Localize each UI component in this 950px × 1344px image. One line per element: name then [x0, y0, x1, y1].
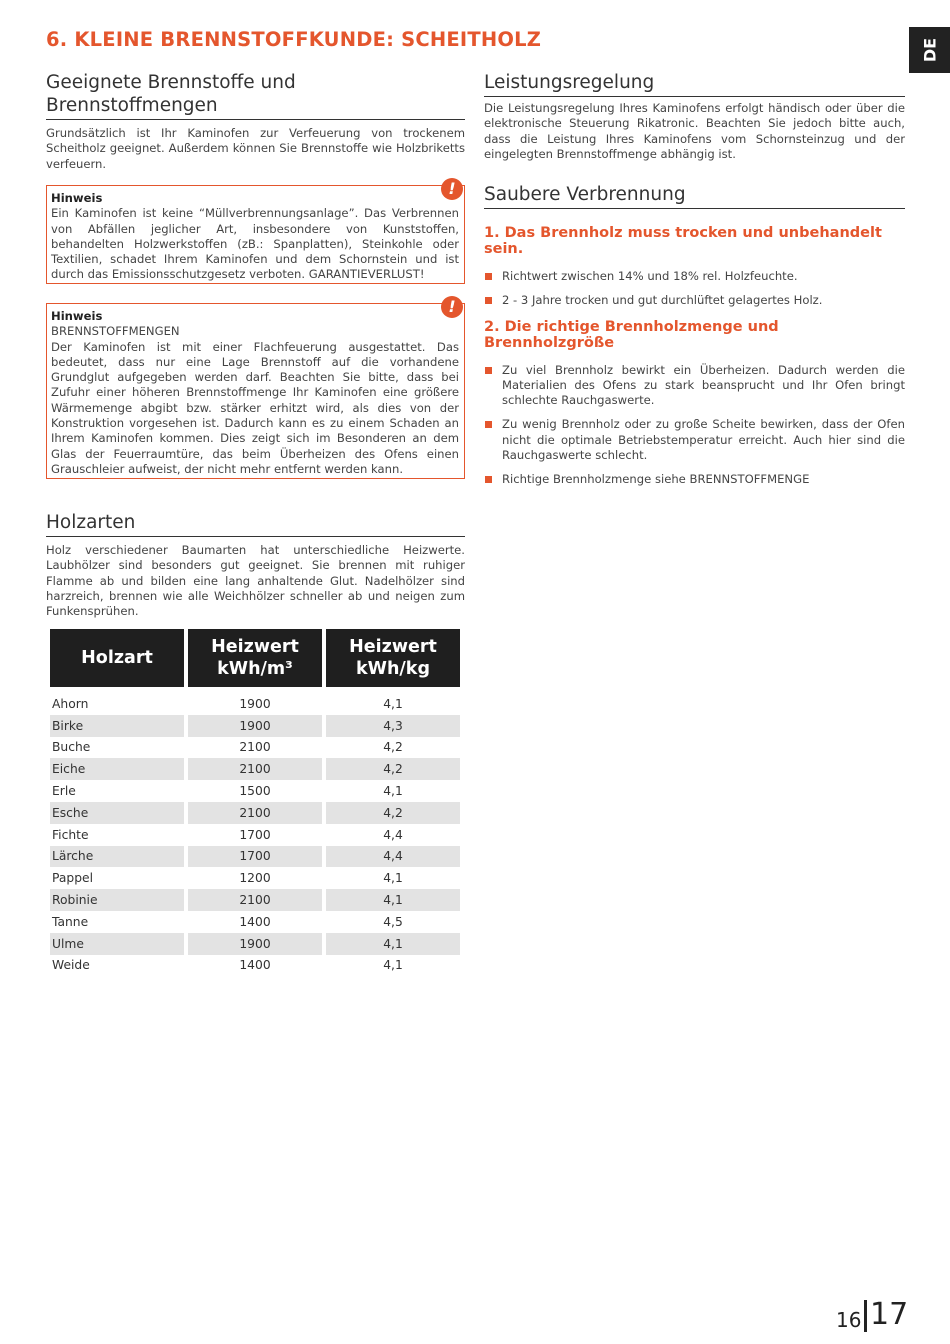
cell-holzart: Lärche — [50, 846, 184, 868]
leistung-section — [484, 71, 905, 162]
cell-heizwert-m3: 2100 — [188, 889, 322, 911]
col-header-heizwert-m3 — [188, 629, 322, 687]
cell-heizwert-m3: 1200 — [239, 871, 271, 886]
page-number-divider — [864, 1300, 867, 1332]
item2-bullets — [484, 363, 905, 488]
verbrennung-section — [484, 183, 905, 497]
header-line: kWh/kg — [356, 659, 430, 679]
cell-holzart: Tanne — [52, 914, 89, 929]
header-line: Heizwert — [211, 637, 299, 657]
fuel-heading-line1: Geeignete Brennstoffe und — [46, 72, 296, 93]
cell-heizwert-kg: 4,2 — [326, 802, 460, 824]
table-row — [50, 758, 460, 780]
wood-table — [46, 629, 464, 976]
cell-heizwert-kg: 4,1 — [326, 889, 460, 911]
table-row — [50, 867, 460, 889]
cell-heizwert-kg: 4,3 — [326, 715, 460, 737]
cell-holzart: Ulme — [50, 933, 184, 955]
cell-heizwert-kg: 4,4 — [326, 846, 460, 868]
item1-heading: 1. Das Brennholz muss trocken und unbehandelt sein. — [484, 225, 882, 257]
page-title: 6. KLEINE BRENNSTOFFKUNDE: SCHEITHOLZ — [46, 28, 542, 51]
note-text: Ein Kaminofen ist keine “Müllverbrennungsanlage”. Das Verbrennen von Abfällen jeglicher Art, insbesondere von Kunststoffen, behandelten Holzwerkstoffen (zB.: Spanplatten), Steinkohle oder Textilien, schadet Ihrem Kaminofen und dem Schornstein und ist durch das Emissionsschutzgesetz verboten. GARANTIEVERLUST! — [51, 206, 459, 282]
cell-heizwert-m3: 2100 — [239, 740, 271, 755]
item1-bullets — [484, 269, 905, 309]
table-row — [50, 889, 460, 911]
language-tab — [909, 27, 950, 73]
note-label: Hinweis — [51, 191, 103, 205]
fuel-heading-line2: Brennstoffmengen — [46, 95, 218, 116]
cell-heizwert-kg: 4,2 — [383, 740, 403, 755]
cell-heizwert-kg: 4,1 — [383, 871, 403, 886]
holzarten-section — [46, 511, 465, 619]
cell-holzart: Eiche — [50, 758, 184, 780]
bullet-item: Richtwert zwischen 14% und 18% rel. Holzfeuchte. — [484, 269, 905, 284]
bullet-item: Zu wenig Brennholz oder zu große Scheite bewirken, dass der Ofen nicht die optimale Betriebstemperatur erreicht. Auch hier sind die Rauchgaswerte schlecht. — [484, 417, 905, 463]
language-tab-label: DE — [920, 37, 939, 63]
exclamation-icon: ! — [441, 296, 463, 318]
table-row — [50, 737, 460, 759]
cell-heizwert-m3: 2100 — [188, 802, 322, 824]
col-header-holzart: Holzart — [50, 629, 184, 687]
page-number-left: 16 — [836, 1308, 862, 1332]
note-box-fuel-amount — [46, 303, 465, 479]
cell-holzart: Robinie — [50, 889, 184, 911]
cell-holzart: Birke — [50, 715, 184, 737]
cell-heizwert-m3: 1500 — [239, 784, 271, 799]
bullet-item: 2 - 3 Jahre trocken und gut durchlüftet gelagertes Holz. — [484, 293, 905, 308]
table-row — [50, 846, 460, 868]
cell-heizwert-kg: 4,4 — [383, 827, 403, 842]
cell-holzart: Erle — [52, 784, 76, 799]
holzarten-heading: Holzarten — [46, 511, 465, 537]
table-row — [50, 780, 460, 802]
cell-heizwert-kg: 4,1 — [383, 958, 403, 973]
cell-holzart: Buche — [52, 740, 91, 755]
fuel-section — [46, 71, 465, 172]
table-row — [50, 911, 460, 933]
leistung-heading: Leistungsregelung — [484, 71, 905, 97]
col-header-heizwert-kg — [326, 629, 460, 687]
table-row — [50, 715, 460, 737]
exclamation-icon: ! — [441, 178, 463, 200]
fuel-section-text: Grundsätzlich ist Ihr Kaminofen zur Verfeuerung von trockenem Scheitholz geeignet. Außerdem können Sie Brennstoffe wie Holzbriketts verfeuern. — [46, 126, 465, 171]
cell-heizwert-kg: 4,1 — [326, 933, 460, 955]
cell-holzart: Ahorn — [52, 696, 89, 711]
cell-holzart: Pappel — [52, 871, 93, 886]
cell-heizwert-m3: 1700 — [188, 846, 322, 868]
holzarten-text: Holz verschiedener Baumarten hat unterschiedliche Heizwerte. Laubhölzer sind besonders gut geeignet. Sie brennen mit ruhiger Flamme ab und bilden eine lang anhaltende Glut. Nadelhölzer sind harzreich, brennen wie alle Weichhölzer schneller ab und neigen zum Funkensprühen. — [46, 543, 465, 619]
note-box-waste — [46, 185, 465, 284]
cell-heizwert-kg: 4,2 — [326, 758, 460, 780]
note-label: Hinweis — [51, 309, 103, 323]
cell-holzart: Weide — [52, 958, 90, 973]
header-line: kWh/m³ — [217, 659, 293, 679]
cell-heizwert-m3: 1900 — [188, 933, 322, 955]
leistung-text: Die Leistungsregelung Ihres Kaminofens erfolgt händisch oder über die elektronische Steuerung Rikatronic. Beachten Sie jedoch bitte auch, dass die Leistung Ihres Kaminofens vom Schornsteinzug und der eingelegten Brennstoffmenge abhängig ist. — [484, 101, 905, 161]
table-row — [50, 933, 460, 955]
verbrennung-heading: Saubere Verbrennung — [484, 183, 905, 209]
cell-heizwert-m3: 1900 — [239, 696, 271, 711]
table-row — [50, 955, 460, 977]
page-number-right: 17 — [870, 1297, 909, 1332]
table-row — [50, 802, 460, 824]
cell-holzart: Fichte — [52, 827, 89, 842]
cell-heizwert-m3: 2100 — [188, 758, 322, 780]
cell-heizwert-kg: 4,1 — [383, 696, 403, 711]
cell-heizwert-m3: 1700 — [239, 827, 271, 842]
cell-heizwert-kg: 4,1 — [383, 784, 403, 799]
item2-heading: 2. Die richtige Brennholzmenge und Brennholzgröße — [484, 318, 779, 351]
table-row — [50, 693, 460, 715]
header-line: Heizwert — [349, 637, 437, 657]
cell-heizwert-m3: 1400 — [239, 958, 271, 973]
bullet-item: Zu viel Brennholz bewirkt ein Überheizen. Dadurch werden die Materialien des Ofens zu stark beansprucht und Ihr Ofen bringt schlechte Rauchgaswerte. — [484, 363, 905, 409]
cell-heizwert-m3: 1400 — [239, 914, 271, 929]
cell-heizwert-m3: 1900 — [188, 715, 322, 737]
cell-holzart: Esche — [50, 802, 184, 824]
note-subtitle: BRENNSTOFFMENGEN — [51, 324, 180, 339]
bullet-item: Richtige Brennholzmenge siehe BRENNSTOFFMENGE — [484, 472, 905, 487]
cell-heizwert-kg: 4,5 — [383, 914, 403, 929]
note-text: Der Kaminofen ist mit einer Flachfeuerung ausgestattet. Das bedeutet, dass nur eine Lage Brennstoff auf die vorhandene Grundglut aufgegeben werden darf. Beachten Sie bitte, dass bei Zufuhr einer höheren Brennstoffmenge Ihr Kaminofen eine größere Wärmemenge abgibt bzw. stärker erhitzt wird, als dies von der Konstruktion vorgesehen ist. Dadurch kann es zu einem Schaden an Ihrem Kaminofen kommen. Dies zeigt sich im Besonderen an dem Glas der Feuerraumtüre, das beim Überheizen des Ofens einen Grauschleier aufweist, der nicht mehr entfernt werden kann. — [51, 339, 459, 476]
fuel-section-heading — [46, 71, 465, 120]
table-row — [50, 824, 460, 846]
